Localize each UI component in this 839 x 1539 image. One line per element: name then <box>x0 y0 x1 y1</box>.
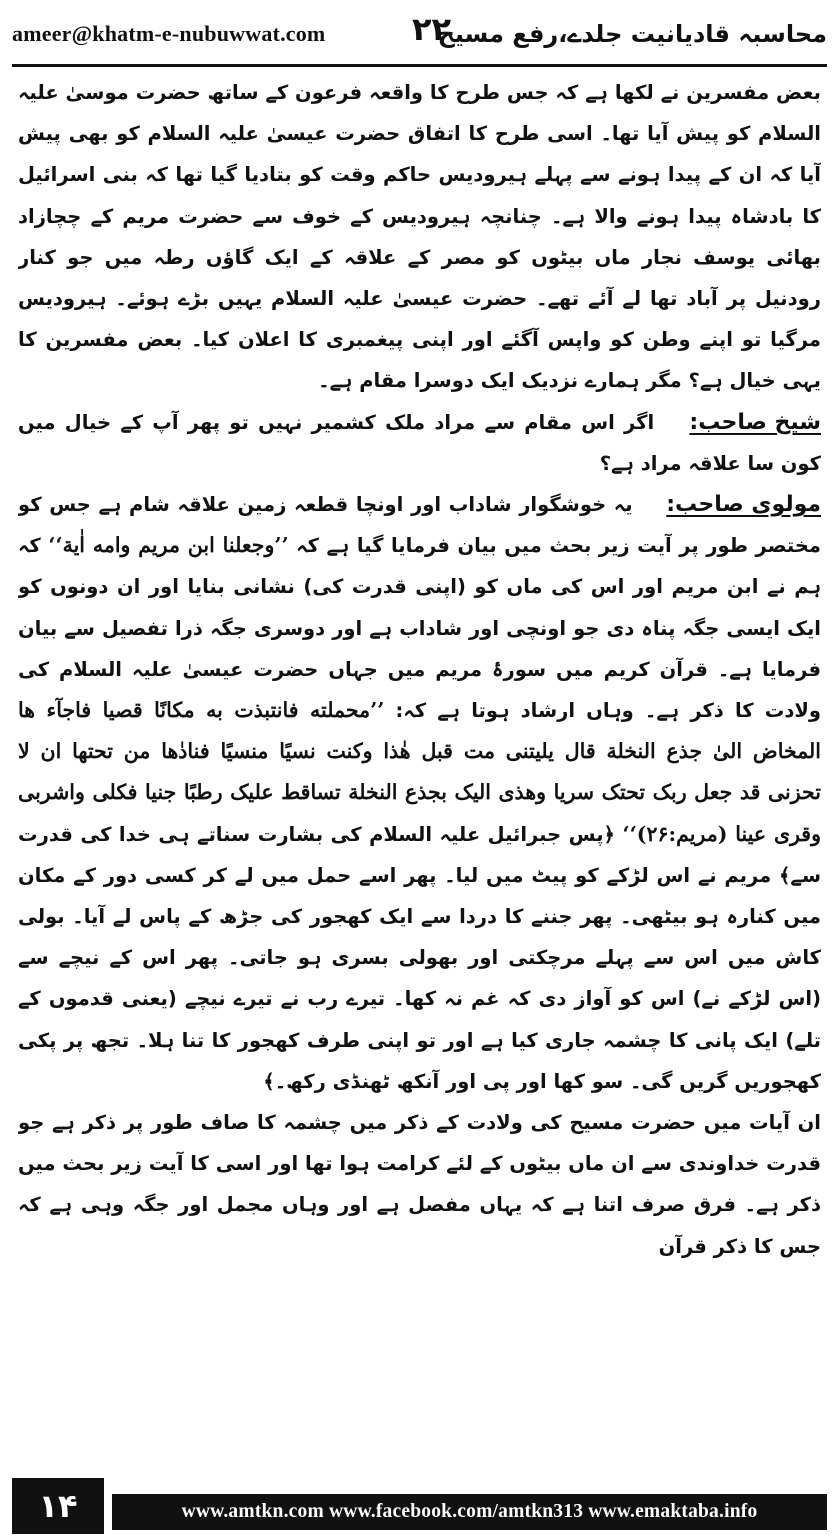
paragraph-sheikh <box>18 402 821 484</box>
paragraph-intro: بعض مفسرین نے لکھا ہے کہ جس طرح کا واقعہ فرعون کے ساتھ حضرت موسیٰ علیہ السلام کو پیش آیا تھا۔ اسی طرح کا اتفاق حضرت عیسیٰ علیہ السلام کو بھی پیش آیا کہ ان کے پیدا ہونے سے پہلے ہیرودیس حاکم وقت کو بتادیا گیا تھا کہ بنی اسرائیل کا بادشاہ پیدا ہونے والا ہے۔ چنانچہ ہیرودیس کے خوف سے حضرت مریم کے چچازاد بھائی یوسف نجار ماں بیٹوں کو مصر کے علاقہ کے ایک گاؤں رطہ میں جو کنار رودنیل پر آباد تھا لے آئے تھے۔ حضرت عیسیٰ علیہ السلام یہیں بڑے ہوئے۔ ہیرودیس مرگیا تو اپنے وطن کو واپس آگئے اور اپنی پیغمبری کا اعلان کیا۔ بعض مفسرین کا یہی خیال ہے؟ مگر ہمارے نزدیک ایک دوسرا مقام ہے۔ <box>18 81 821 393</box>
paragraph-conclusion: ان آیات میں حضرت مسیح کی ولادت کے ذکر میں چشمہ کا صاف طور پر ذکر ہے جو قدرت خداوندی سے ان ماں بیٹوں کے لئے کرامت ہوا تھا اور اسی کا آیت زیر بحث میں ذکر ہے۔ فرق صرف اتنا ہے کہ یہاں مفصل ہے اور وہاں مجمل اور جگہ وہی ہے کہ جس کا ذکر قرآن <box>18 1111 821 1258</box>
translation-maryam: ﴿پس جبرائیل علیہ السلام کی بشارت سناتے ہی خدا کی قدرت سے﴾ مریم نے اس لڑکے کو پیٹ میں لیا۔ پھر اسے حمل میں لے کر کسی دور کے مکان میں کنارہ ہو بیٹھی۔ پھر جننے کا دردا سے ایک کھجور کی جڑھ کے پاس لے آیا۔ بولی کاش میں اس سے پہلے مرچکتی اور بھولی بسری ہو جاتی۔ پھر اس کے نیچے سے (اس لڑکے نے) اس کو آواز دی کہ غم نہ کھا۔ تیرے رب نے تیرے نیچے (یعنی قدموں کے تلے) ایک پانی کا چشمہ جاری کیا ہے اور تو اپنی طرف کھجور کا تنا ہلا۔ تجھ پر پکی کھجوریں گریں گی۔ سو کھا اور پی اور آنکھ ٹھنڈی رکھ۔﴾ <box>18 822 821 1093</box>
footer-page-badge: ۱۴ <box>12 1478 104 1534</box>
speaker-label-sheikh: شیخ صاحب: <box>689 409 821 435</box>
page-body <box>18 72 821 1450</box>
speaker-label-maulvi: مولوی صاحب: <box>666 492 821 518</box>
maulvi-answer-part2: کہ ہم نے ابن مریم اور اس کی ماں کو (اپنی قدرت کی) نشانی بنایا اور ان دونوں کو ایک ایسی جگہ پناہ دی جو اونچی اور شاداب ہے اور دوسری جگہ ذرا تفصیل سے بیان فرمایا ہے۔ قرآن کریم میں سورۂ مریم میں جہاں حضرت عیسیٰ علیہ السلام کی ولادت کا ذکر ہے۔ وہاں ارشاد ہوتا ہے کہ: <box>18 534 821 723</box>
quran-quote-maryam: ’’محملته فانتبذت به مکانًا قصیا فاجآء ھا المخاض الیٰ جذع النخلة قال یلیتنی مت قبل ھٰذا وکنت نسیًا منسیًا فنادٰھا من تحتھا ان لا تحزنی قد جعل ربک تحتک سریا وھذی الیک بجذع النخلة تساقط علیک رطبًا جنیا فکلی واشربی وقری عینا (مریم:۲۶)‘‘ <box>18 698 821 846</box>
page-header <box>12 4 827 67</box>
header-page-number: ۲۲ <box>412 10 452 48</box>
quran-quote-verse: ’’وجعلنا ابن مریم وامه اٰیة‘‘ <box>48 533 289 558</box>
page-footer <box>12 1478 827 1534</box>
header-email[interactable]: ameer@khatm-e-nubuwwat.com <box>12 21 326 46</box>
maulvi-answer-part1: یہ خوشگوار شاداب اور اونچا قطعہ زمین علاقہ شام ہے جس کو مختصر طور پر آیت زیر بحث میں بیان فرمایا گیا ہے کہ <box>18 493 821 558</box>
footer-links[interactable]: www.amtkn.com www.facebook.com/amtkn313 www.emaktaba.info <box>112 1494 827 1530</box>
sheikh-question: اگر اس مقام سے مراد ملک کشمیر نہیں تو پھر آپ کے خیال میں کون سا علاقہ مراد ہے؟ <box>18 410 821 475</box>
paragraph-maulvi <box>18 484 821 1102</box>
header-book-title: محاسبہ قادیانیت جلدے،رفع مسیح <box>437 20 827 48</box>
